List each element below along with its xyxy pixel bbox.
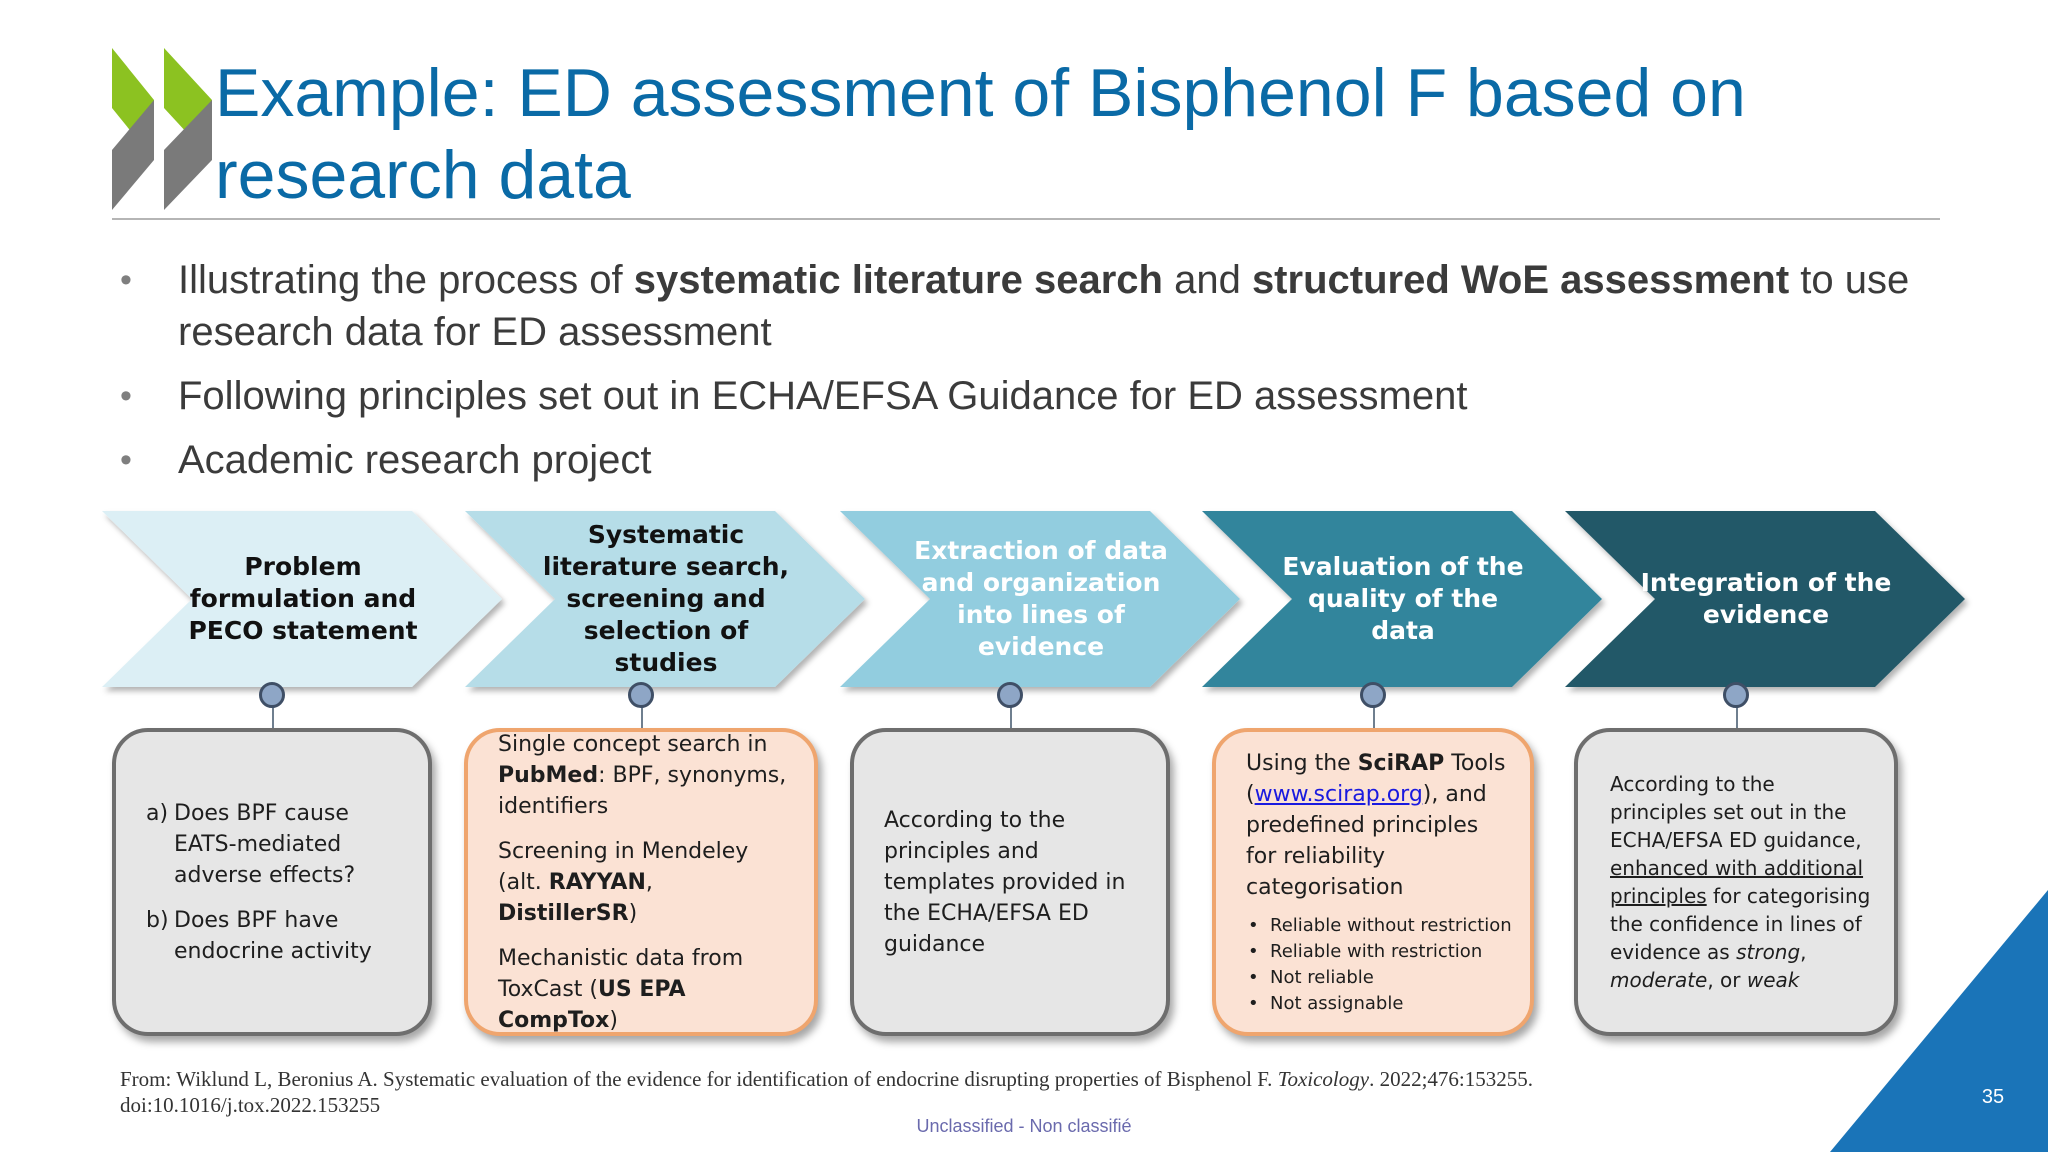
bullet-dot: • (120, 377, 132, 415)
step-label-text (914, 535, 1168, 663)
question-a (146, 798, 402, 891)
step-label-line: studies (614, 648, 718, 677)
bullet-text: Illustrating the process of (178, 258, 634, 302)
reliability-list (1246, 913, 1512, 1017)
list-item: • Not reliable (1246, 965, 1512, 991)
search-paragraph (498, 729, 792, 822)
step-label-line: PECO statement (188, 616, 418, 645)
step-label-text (1272, 551, 1534, 647)
extraction-box (850, 728, 1170, 1036)
step-label-line: Problem (244, 552, 362, 581)
screening-paragraph (498, 836, 792, 929)
step-label-line: selection of (583, 616, 749, 645)
list-item: • Not assignable (1246, 991, 1512, 1017)
citation-text: . 2022;476:153255. (1369, 1067, 1533, 1091)
text: Screening in Mendeley (alt. (498, 838, 749, 895)
step-label-text (543, 519, 789, 679)
connector-dot (1360, 682, 1386, 708)
step-label-text (1641, 567, 1892, 631)
corner-triangle (1830, 890, 2048, 1152)
italic-text: moderate (1610, 968, 1708, 992)
step-label-line: quality of the data (1307, 584, 1499, 645)
step-label-line: into lines of (957, 600, 1125, 629)
connector-dot (997, 682, 1023, 708)
page-title: Example: ED assessment of Bisphenol F based on research data (215, 55, 1746, 213)
step-label-text (188, 551, 417, 647)
text: Tools ( (1246, 750, 1506, 807)
connector-dot (259, 682, 285, 708)
classification-label: Unclassified - Non classifié (916, 1116, 1132, 1136)
step-label-3 (910, 511, 1172, 687)
scirap-link[interactable]: www.scirap.org (1254, 781, 1423, 807)
evaluation-box (1212, 728, 1534, 1036)
text: ) (609, 1007, 618, 1033)
citation-journal: Toxicology (1277, 1067, 1370, 1091)
step-label-4 (1272, 511, 1534, 687)
text: for categorising the confidence in lines of evidence as (1610, 884, 1871, 964)
bullet-dot: • (120, 261, 132, 299)
step-label-line: Integration of the (1640, 568, 1892, 597)
bullet-text: Academic research project (178, 438, 652, 482)
step-label-line: formulation and (189, 584, 417, 613)
step-label-line: Extraction of data (914, 536, 1168, 565)
mechanistic-paragraph (498, 943, 792, 1036)
peco-questions-box (112, 728, 432, 1036)
connector-dot (1723, 682, 1749, 708)
evaluation-text (1246, 748, 1512, 903)
text: According to the principles set out in the ECHA/EFSA ED guidance, (1610, 772, 1862, 852)
scirap-label: SciRAP (1357, 750, 1445, 776)
citation-text: From: Wiklund L, Beronius A. Systematic evaluation of the evidence for identification of endocrine disrupting properties of Bisphenol F. (120, 1067, 1278, 1091)
step-label-line: Systematic (587, 520, 745, 549)
text: Single concept search in (498, 731, 768, 757)
bullet-bold: structured WoE assessment (1251, 258, 1790, 302)
italic-text: weak (1746, 968, 1800, 992)
question-b (146, 905, 402, 967)
literature-search-box (464, 728, 818, 1036)
connector-dot (628, 682, 654, 708)
step-label-line: screening and (566, 584, 766, 613)
underlined-text: enhanced with additional principles (1610, 856, 1864, 908)
text: Using the (1246, 750, 1358, 776)
text: , or (1707, 968, 1747, 992)
step-label-line: literature search, (542, 552, 790, 581)
text: , (645, 869, 653, 895)
page-number: 35 (1981, 1086, 2005, 1108)
title-divider (112, 218, 1940, 220)
comptox-label: US EPA CompTox (498, 976, 686, 1033)
bullet-item (120, 254, 1960, 358)
text: : BPF, synonyms, identifiers (498, 762, 787, 819)
question-text: Does BPF cause EATS-mediated adverse effects? (174, 800, 356, 888)
step-label-1 (172, 511, 434, 687)
list-item: • Reliable with restriction (1246, 939, 1512, 965)
bullet-list (120, 254, 1960, 498)
citation-doi: doi:10.1016/j.tox.2022.153255 (120, 1093, 381, 1117)
distillersr-label: DistillerSR (498, 900, 629, 926)
italic-text: strong (1736, 940, 1801, 964)
bullet-text: and (1162, 258, 1252, 302)
text: , (1800, 940, 1807, 964)
rayyan-label: RAYYAN (548, 869, 646, 895)
question-key: a) (146, 800, 169, 826)
step-label-line: evidence (977, 632, 1105, 661)
question-text: Does BPF have endocrine activity (174, 907, 372, 964)
extraction-text: According to the principles and templates provided in the ECHA/EFSA ED guidance (884, 807, 1126, 957)
pubmed-label: PubMed (498, 762, 599, 788)
bullet-item (120, 434, 1960, 486)
oecd-logo-icon (108, 48, 218, 210)
bullet-text: Following principles set out in ECHA/EFSA Guidance for ED assessment (178, 374, 1468, 418)
step-label-5 (1635, 511, 1897, 687)
bullet-bold: systematic literature search (633, 258, 1163, 302)
list-item: • Reliable without restriction (1246, 913, 1512, 939)
text: ) (628, 900, 638, 926)
bullet-item (120, 370, 1960, 422)
text: ), and predefined principles for reliability categorisation (1246, 781, 1487, 900)
step-label-2 (535, 511, 797, 687)
step-label-line: and organization (921, 568, 1161, 597)
step-label-line: Evaluation of the (1282, 552, 1524, 581)
bullet-text: to use research data for ED assessment (178, 258, 1910, 354)
question-key: b) (146, 907, 169, 933)
step-label-line: evidence (1702, 600, 1830, 629)
text: Mechanistic data from ToxCast ( (498, 945, 744, 1002)
citation (120, 1066, 1820, 1118)
bullet-dot: • (120, 441, 132, 479)
